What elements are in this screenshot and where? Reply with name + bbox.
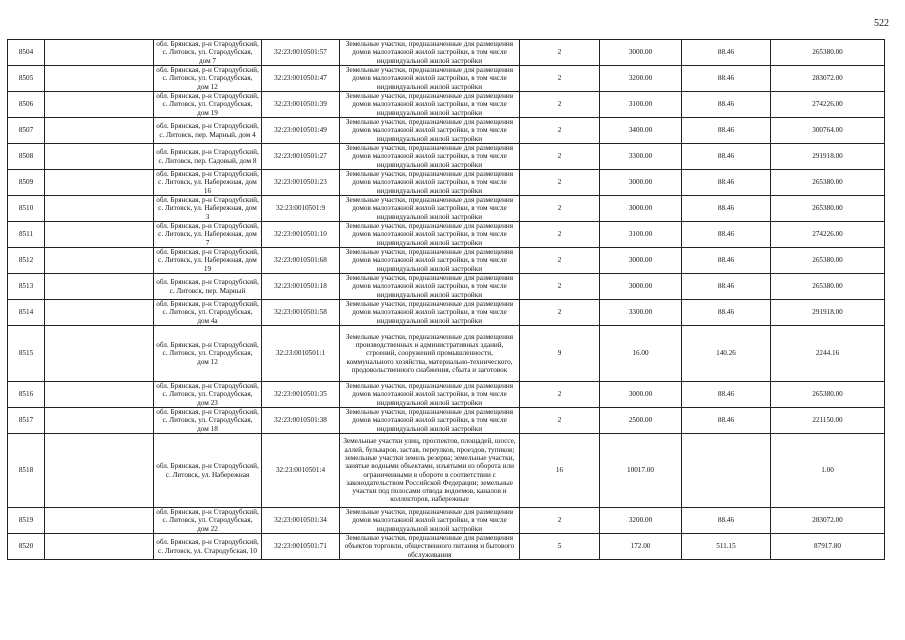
- land-use-cell: Земельные участки, предназначенные для размещения домов малоэтажной жилой застройки, в том числе индивидуальной жилой застройки: [340, 66, 520, 92]
- area-cell: 3100.00: [600, 222, 682, 248]
- group-cell: 2: [520, 248, 600, 274]
- area-cell: 3300.00: [600, 300, 682, 326]
- row-number-cell: 8520: [8, 534, 45, 560]
- cadastral-number-cell: 32:23:0010501:38: [262, 408, 340, 434]
- row-number-cell: 8516: [8, 382, 45, 408]
- table-row: [8, 196, 885, 222]
- specific-value-cell: 140.26: [682, 326, 771, 382]
- specific-value-cell: 88.46: [682, 508, 771, 534]
- land-use-cell: Земельные участки, предназначенные для размещения домов малоэтажной жилой застройки, в том числе индивидуальной жилой застройки: [340, 170, 520, 196]
- row-number-cell: 8515: [8, 326, 45, 382]
- row-number-cell: 8518: [8, 434, 45, 508]
- table-row: [8, 118, 885, 144]
- cadastral-value-cell: 283072.00: [771, 66, 885, 92]
- table-row: [8, 248, 885, 274]
- group-cell: 2: [520, 92, 600, 118]
- cadastral-value-cell: 291918.00: [771, 144, 885, 170]
- group-cell: 2: [520, 118, 600, 144]
- address-cell: обл. Брянская, р-н Стародубский, с. Литовск, ул. Стародубская, дом 7: [154, 40, 262, 66]
- land-use-cell: Земельные участки, предназначенные для размещения домов малоэтажной жилой застройки, в том числе индивидуальной жилой застройки: [340, 144, 520, 170]
- specific-value-cell: 88.46: [682, 92, 771, 118]
- specific-value-cell: 88.46: [682, 118, 771, 144]
- cadastral-value-cell: 265380.00: [771, 170, 885, 196]
- table-row: [8, 408, 885, 434]
- address-cell: обл. Брянская, р-н Стародубский, с. Литовск, пер. Марный: [154, 274, 262, 300]
- land-use-cell: Земельные участки, предназначенные для размещения домов малоэтажной жилой застройки, в том числе индивидуальной жилой застройки: [340, 92, 520, 118]
- table-row: [8, 170, 885, 196]
- row-number-cell: 8504: [8, 40, 45, 66]
- group-cell: 2: [520, 300, 600, 326]
- group-cell: 2: [520, 222, 600, 248]
- blank-cell: [45, 248, 154, 274]
- cadastral-value-cell: 265380.00: [771, 40, 885, 66]
- area-cell: 3000.00: [600, 274, 682, 300]
- cadastral-number-cell: 32:23:0010501:71: [262, 534, 340, 560]
- specific-value-cell: 88.46: [682, 40, 771, 66]
- row-number-cell: 8512: [8, 248, 45, 274]
- group-cell: 2: [520, 408, 600, 434]
- land-use-cell: Земельные участки, предназначенные для размещения домов малоэтажной жилой застройки, в том числе индивидуальной жилой застройки: [340, 196, 520, 222]
- cadastral-number-cell: 32:23:0010501:23: [262, 170, 340, 196]
- row-number-cell: 8507: [8, 118, 45, 144]
- table-row: [8, 508, 885, 534]
- cadastral-number-cell: 32:23:0010501:27: [262, 144, 340, 170]
- cadastral-value-cell: 274226.00: [771, 92, 885, 118]
- area-cell: 2500.00: [600, 408, 682, 434]
- cadastral-value-table: [7, 39, 885, 560]
- blank-cell: [45, 434, 154, 508]
- blank-cell: [45, 40, 154, 66]
- specific-value-cell: 88.46: [682, 382, 771, 408]
- address-cell: обл. Брянская, р-н Стародубский, с. Литовск, ул. Стародубская, дом 23: [154, 382, 262, 408]
- row-number-cell: 8506: [8, 92, 45, 118]
- group-cell: 2: [520, 170, 600, 196]
- address-cell: обл. Брянская, р-н Стародубский, с. Литовск, пер. Марный, дом 4: [154, 118, 262, 144]
- blank-cell: [45, 274, 154, 300]
- row-number-cell: 8519: [8, 508, 45, 534]
- table-row: [8, 382, 885, 408]
- land-use-cell: Земельные участки, предназначенные для размещения производственных и административных зданий, строений, сооружений промышленности, коммунального хозяйства, материально-технического, продовольственного снабжения, сбыта и заготовок: [340, 326, 520, 382]
- group-cell: 2: [520, 196, 600, 222]
- row-number-cell: 8511: [8, 222, 45, 248]
- blank-cell: [45, 118, 154, 144]
- group-cell: 2: [520, 144, 600, 170]
- row-number-cell: 8517: [8, 408, 45, 434]
- blank-cell: [45, 222, 154, 248]
- address-cell: обл. Брянская, р-н Стародубский, с. Литовск, ул. Стародубская, дом 12: [154, 66, 262, 92]
- row-number-cell: 8510: [8, 196, 45, 222]
- group-cell: 2: [520, 274, 600, 300]
- blank-cell: [45, 144, 154, 170]
- area-cell: 3000.00: [600, 248, 682, 274]
- address-cell: обл. Брянская, р-н Стародубский, с. Литовск, ул. Стародубская, дом 4а: [154, 300, 262, 326]
- land-use-cell: Земельные участки, предназначенные для размещения домов малоэтажной жилой застройки, в том числе индивидуальной жилой застройки: [340, 408, 520, 434]
- land-use-cell: Земельные участки, предназначенные для размещения домов малоэтажной жилой застройки, в том числе индивидуальной жилой застройки: [340, 40, 520, 66]
- table-row: [8, 434, 885, 508]
- area-cell: 10017.00: [600, 434, 682, 508]
- blank-cell: [45, 170, 154, 196]
- cadastral-value-cell: 1.00: [771, 434, 885, 508]
- specific-value-cell: 88.46: [682, 66, 771, 92]
- address-cell: обл. Брянская, р-н Стародубский, с. Литовск, ул. Стародубская, дом 19: [154, 92, 262, 118]
- row-number-cell: 8505: [8, 66, 45, 92]
- cadastral-value-cell: 221150.00: [771, 408, 885, 434]
- cadastral-value-cell: 87917.80: [771, 534, 885, 560]
- cadastral-number-cell: 32:23:0010501:57: [262, 40, 340, 66]
- area-cell: 3300.00: [600, 144, 682, 170]
- area-cell: 16.00: [600, 326, 682, 382]
- cadastral-number-cell: 32:23:0010501:10: [262, 222, 340, 248]
- table-row: [8, 144, 885, 170]
- specific-value-cell: 88.46: [682, 300, 771, 326]
- table-row: [8, 222, 885, 248]
- land-use-cell: Земельные участки, предназначенные для размещения домов малоэтажной жилой застройки, в том числе индивидуальной жилой застройки: [340, 248, 520, 274]
- specific-value-cell: 88.46: [682, 248, 771, 274]
- specific-value-cell: 88.46: [682, 274, 771, 300]
- specific-value-cell: 88.46: [682, 196, 771, 222]
- land-use-cell: Земельные участки, предназначенные для размещения объектов торговли, общественного питания и бытового обслуживания: [340, 534, 520, 560]
- cadastral-number-cell: 32:23:0010501:9: [262, 196, 340, 222]
- area-cell: 3000.00: [600, 382, 682, 408]
- land-use-cell: Земельные участки, предназначенные для размещения домов малоэтажной жилой застройки, в том числе индивидуальной жилой застройки: [340, 508, 520, 534]
- land-use-cell: Земельные участки улиц, проспектов, площадей, шоссе, аллей, бульваров, застав, переулков, проездов, тупиков; земельные участки земель резерва; земельные участки, занятые водными объектами, изъятыми из оборота или ограниченными в обороте в соответствии с законодательством Российской Федерации; земельные участки под полосами отвода водоемов, каналов и коллекторов, набережные: [340, 434, 520, 508]
- group-cell: 2: [520, 40, 600, 66]
- land-use-cell: Земельные участки, предназначенные для размещения домов малоэтажной жилой застройки, в том числе индивидуальной жилой застройки: [340, 382, 520, 408]
- address-cell: обл. Брянская, р-н Стародубский, с. Литовск, ул. Набережная: [154, 434, 262, 508]
- specific-value-cell: 88.46: [682, 222, 771, 248]
- blank-cell: [45, 326, 154, 382]
- table-row: [8, 534, 885, 560]
- row-number-cell: 8514: [8, 300, 45, 326]
- address-cell: обл. Брянская, р-н Стародубский, с. Литовск, пер. Садовый, дом 8: [154, 144, 262, 170]
- cadastral-value-cell: 283072.00: [771, 508, 885, 534]
- land-use-cell: Земельные участки, предназначенные для размещения домов малоэтажной жилой застройки, в том числе индивидуальной жилой застройки: [340, 274, 520, 300]
- area-cell: 3000.00: [600, 40, 682, 66]
- land-use-cell: Земельные участки, предназначенные для размещения домов малоэтажной жилой застройки, в том числе индивидуальной жилой застройки: [340, 300, 520, 326]
- cadastral-value-cell: 265380.00: [771, 274, 885, 300]
- blank-cell: [45, 508, 154, 534]
- cadastral-number-cell: 32:23:0010501:49: [262, 118, 340, 144]
- cadastral-value-cell: 300764.00: [771, 118, 885, 144]
- cadastral-number-cell: 32:23:0010501:4: [262, 434, 340, 508]
- address-cell: обл. Брянская, р-н Стародубский, с. Литовск, ул. Стародубская, 10: [154, 534, 262, 560]
- group-cell: 5: [520, 534, 600, 560]
- group-cell: 9: [520, 326, 600, 382]
- specific-value-cell: [682, 434, 771, 508]
- land-use-cell: Земельные участки, предназначенные для размещения домов малоэтажной жилой застройки, в том числе индивидуальной жилой застройки: [340, 118, 520, 144]
- address-cell: обл. Брянская, р-н Стародубский, с. Литовск, ул. Стародубская, дом 18: [154, 408, 262, 434]
- land-use-cell: Земельные участки, предназначенные для размещения домов малоэтажной жилой застройки, в том числе индивидуальной жилой застройки: [340, 222, 520, 248]
- cadastral-number-cell: 32:23:0010501:58: [262, 300, 340, 326]
- blank-cell: [45, 534, 154, 560]
- table-row: [8, 326, 885, 382]
- blank-cell: [45, 408, 154, 434]
- table-row: [8, 40, 885, 66]
- row-number-cell: 8509: [8, 170, 45, 196]
- cadastral-number-cell: 32:23:0010501:1: [262, 326, 340, 382]
- area-cell: 3000.00: [600, 196, 682, 222]
- area-cell: 3200.00: [600, 508, 682, 534]
- blank-cell: [45, 92, 154, 118]
- blank-cell: [45, 196, 154, 222]
- table-row: [8, 66, 885, 92]
- group-cell: 2: [520, 382, 600, 408]
- cadastral-value-cell: 265380.00: [771, 382, 885, 408]
- cadastral-number-cell: 32:23:0010501:35: [262, 382, 340, 408]
- row-number-cell: 8508: [8, 144, 45, 170]
- cadastral-number-cell: 32:23:0010501:39: [262, 92, 340, 118]
- address-cell: обл. Брянская, р-н Стародубский, с. Литовск, ул. Набережная, дом 16: [154, 170, 262, 196]
- page-number: 522: [874, 18, 889, 29]
- cadastral-value-cell: 291918.00: [771, 300, 885, 326]
- group-cell: 2: [520, 508, 600, 534]
- area-cell: 172.00: [600, 534, 682, 560]
- address-cell: обл. Брянская, р-н Стародубский, с. Литовск, ул. Стародубская, дом 22: [154, 508, 262, 534]
- group-cell: 16: [520, 434, 600, 508]
- specific-value-cell: 88.46: [682, 144, 771, 170]
- address-cell: обл. Брянская, р-н Стародубский, с. Литовск, ул. Набережная, дом 3: [154, 196, 262, 222]
- area-cell: 3400.00: [600, 118, 682, 144]
- cadastral-number-cell: 32:23:0010501:34: [262, 508, 340, 534]
- area-cell: 3200.00: [600, 66, 682, 92]
- area-cell: 3100.00: [600, 92, 682, 118]
- address-cell: обл. Брянская, р-н Стародубский, с. Литовск, ул. Набережная, дом 19: [154, 248, 262, 274]
- cadastral-value-cell: 2244.16: [771, 326, 885, 382]
- address-cell: обл. Брянская, р-н Стародубский, с. Литовск, ул. Стародубская, дом 12: [154, 326, 262, 382]
- blank-cell: [45, 66, 154, 92]
- specific-value-cell: 88.46: [682, 170, 771, 196]
- cadastral-number-cell: 32:23:0010501:47: [262, 66, 340, 92]
- specific-value-cell: 88.46: [682, 408, 771, 434]
- cadastral-value-cell: 265380.00: [771, 196, 885, 222]
- address-cell: обл. Брянская, р-н Стародубский, с. Литовск, ул. Набережная, дом 7: [154, 222, 262, 248]
- table-row: [8, 274, 885, 300]
- table-row: [8, 300, 885, 326]
- table-body: [8, 40, 885, 560]
- table-row: [8, 92, 885, 118]
- area-cell: 3000.00: [600, 170, 682, 196]
- cadastral-number-cell: 32:23:0010501:18: [262, 274, 340, 300]
- cadastral-value-cell: 274226.00: [771, 222, 885, 248]
- group-cell: 2: [520, 66, 600, 92]
- blank-cell: [45, 382, 154, 408]
- specific-value-cell: 511.15: [682, 534, 771, 560]
- cadastral-value-cell: 265380.00: [771, 248, 885, 274]
- row-number-cell: 8513: [8, 274, 45, 300]
- blank-cell: [45, 300, 154, 326]
- cadastral-number-cell: 32:23:0010501:68: [262, 248, 340, 274]
